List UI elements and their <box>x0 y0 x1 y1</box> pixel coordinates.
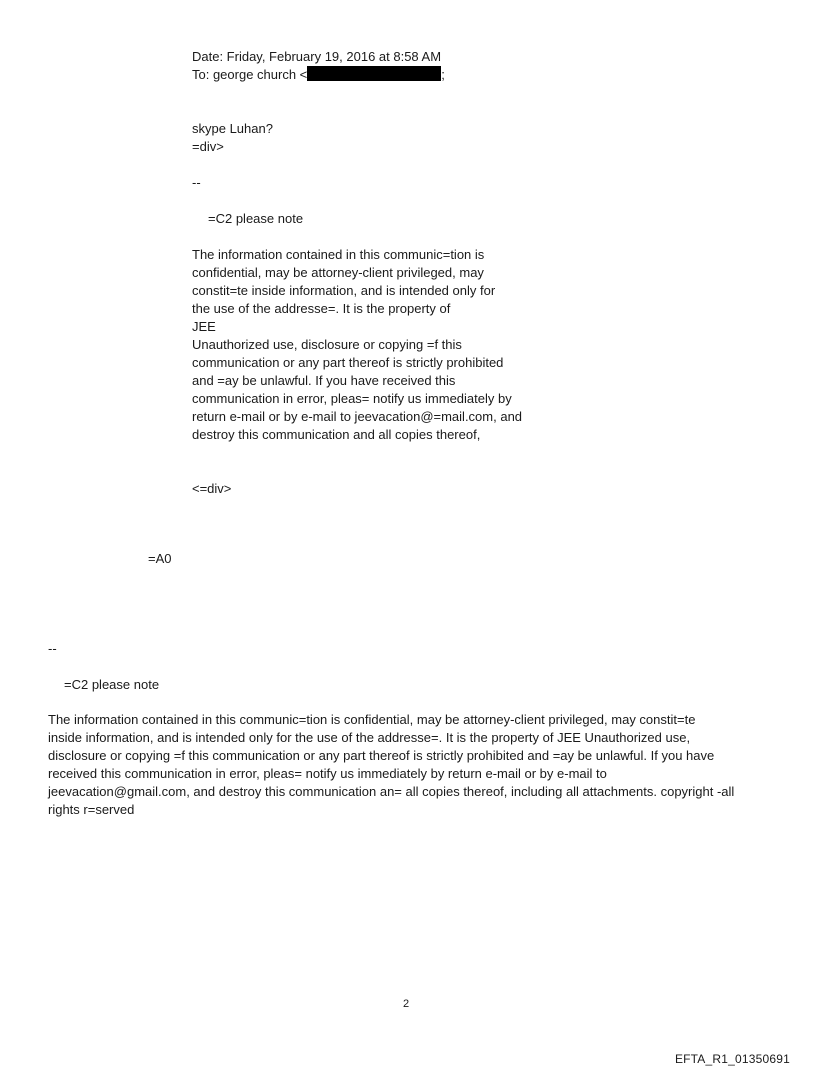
disclaimer-line: communication in error, pleas= notify us immediately by <box>192 391 512 406</box>
email-to-prefix: To: george church < <box>192 67 308 82</box>
outer-disclaimer-line: rights r=served <box>48 802 135 817</box>
email-to-line <box>192 66 445 84</box>
message-div-tag: =div> <box>192 139 224 154</box>
disclaimer-line: confidential, may be attorney-client privileged, may <box>192 265 484 280</box>
page-number: 2 <box>403 998 410 1010</box>
disclaimer-line: communication or any part thereof is strictly prohibited <box>192 355 504 370</box>
disclaimer-line: the use of the addresse=. It is the property of <box>192 301 451 316</box>
disclaimer-line: and =ay be unlawful. If you have received this <box>192 373 456 388</box>
signature-separator: -- <box>192 175 201 190</box>
disclaimer-line: JEE <box>192 319 216 334</box>
outer-disclaimer-line: inside information, and is intended only for the use of the addresse=. It is the property of JEE Unauthorized use, <box>48 730 691 745</box>
outer-please-note-label: =C2 please note <box>64 677 160 692</box>
outer-signature-separator: -- <box>48 641 57 656</box>
message-line: skype Luhan? <box>192 121 273 136</box>
email-date-line: Date: Friday, February 19, 2016 at 8:58 AM <box>192 49 442 64</box>
disclaimer-outer <box>48 711 734 819</box>
outer-disclaimer-line: disclosure or copying =f this communication or any part thereof is strictly prohibited and =ay be unlawful. If you have <box>48 748 715 763</box>
outer-disclaimer-line: The information contained in this communic=tion is confidential, may be attorney-client privileged, may constit=te <box>48 712 696 727</box>
disclaimer-line: constit=te inside information, and is intended only for <box>192 283 496 298</box>
redaction-block <box>307 66 441 81</box>
nbsp-artifact: =A0 <box>148 551 172 566</box>
document-id: EFTA_R1_01350691 <box>674 1052 790 1066</box>
outer-disclaimer-line: received this communication in error, pleas= notify us immediately by return e-mail or by e-mail to <box>48 766 607 781</box>
outer-disclaimer-line: jeevacation@gmail.com, and destroy this communication an= all copies thereof, including all attachments. copyright -all <box>48 784 735 799</box>
disclaimer-line: destroy this communication and all copies thereof, <box>192 427 481 442</box>
disclaimer-line: Unauthorized use, disclosure or copying =f this <box>192 337 462 352</box>
disclaimer-line: The information contained in this communic=tion is <box>192 247 485 262</box>
disclaimer-inner <box>192 246 522 444</box>
please-note-label: =C2 please note <box>208 211 304 226</box>
disclaimer-line: return e-mail or by e-mail to jeevacation@=mail.com, and <box>192 409 523 424</box>
email-to-suffix: ; <box>441 67 445 82</box>
message-close-div-tag: <=div> <box>192 481 232 496</box>
